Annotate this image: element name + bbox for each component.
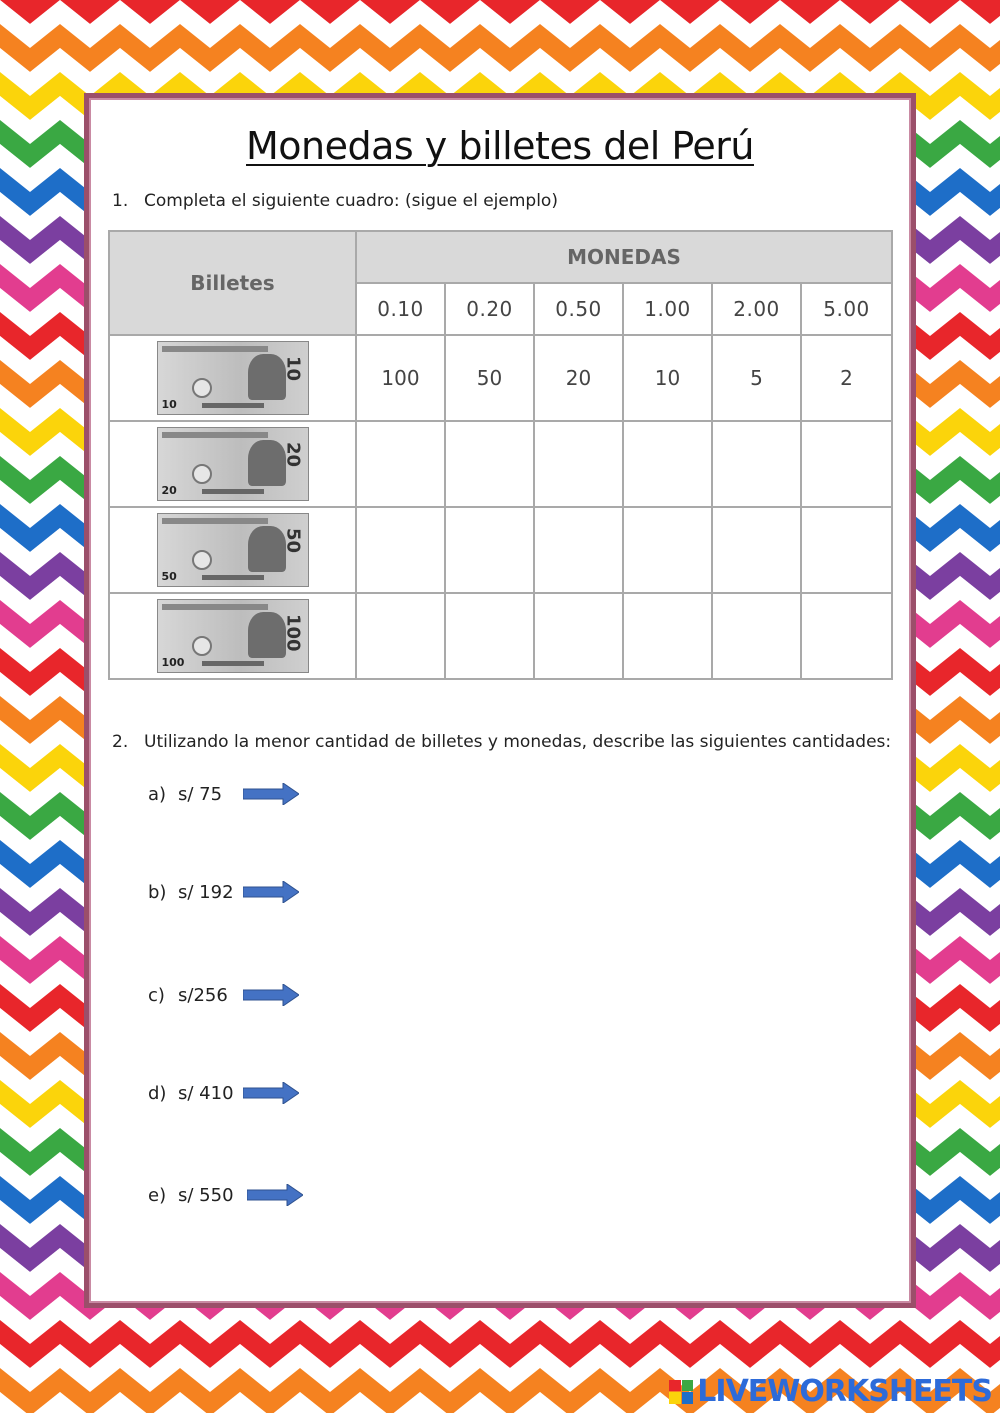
coin-value-cell: 1.00	[623, 283, 712, 335]
coins-bills-table	[108, 230, 893, 680]
amount-text: s/256	[178, 985, 228, 1006]
answer-cell[interactable]	[445, 507, 534, 593]
coin-value-cell: 2.00	[712, 283, 801, 335]
amount-item: c) s/256	[148, 985, 228, 1006]
amount-item: a) s/ 75	[148, 784, 223, 805]
answer-cell[interactable]	[534, 593, 623, 679]
amount-text: s/ 550	[178, 1185, 234, 1206]
example-value-cell: 20	[534, 335, 623, 421]
bill-image-cell	[109, 421, 356, 507]
answer-cell[interactable]	[623, 507, 712, 593]
question-2: 2. Utilizando la menor cantidad de billetes y monedas, describe las siguientes cantidades:	[112, 732, 892, 752]
answer-cell[interactable]	[356, 421, 445, 507]
coin-value-cell: 0.20	[445, 283, 534, 335]
answer-cell[interactable]	[623, 593, 712, 679]
amount-item: e) s/ 550	[148, 1185, 234, 1206]
answer-cell[interactable]	[445, 421, 534, 507]
amount-item: b) s/ 192	[148, 882, 234, 903]
answer-cell[interactable]	[623, 421, 712, 507]
bills-header: Billetes	[109, 231, 356, 335]
banknote-icon: 20 20	[157, 427, 309, 501]
arrow-right-icon	[247, 1184, 303, 1206]
banknote-icon: 100 100	[157, 599, 309, 673]
answer-cell[interactable]	[356, 507, 445, 593]
bill-row	[109, 593, 892, 679]
bill-row	[109, 421, 892, 507]
banknote-icon: 10 10	[157, 341, 309, 415]
answer-cell[interactable]	[801, 593, 892, 679]
arrow-right-icon	[243, 783, 299, 805]
example-value-cell: 2	[801, 335, 892, 421]
answer-cell[interactable]	[356, 593, 445, 679]
example-value-cell: 5	[712, 335, 801, 421]
answer-cell[interactable]	[712, 421, 801, 507]
liveworksheets-watermark: LIVEWORKSHEETS	[669, 1374, 992, 1409]
amount-text: s/ 410	[178, 1083, 234, 1104]
bill-image-cell	[109, 593, 356, 679]
question-1: 1. Completa el siguiente cuadro: (sigue el ejemplo)	[112, 191, 558, 211]
answer-cell[interactable]	[712, 593, 801, 679]
liveworksheets-logo-icon	[669, 1380, 693, 1404]
coin-value-cell: 0.50	[534, 283, 623, 335]
bill-row	[109, 507, 892, 593]
arrow-right-icon	[243, 1082, 299, 1104]
answer-cell[interactable]	[801, 421, 892, 507]
coin-value-cell: 0.10	[356, 283, 445, 335]
answer-cell[interactable]	[712, 507, 801, 593]
answer-cell[interactable]	[445, 593, 534, 679]
example-value-cell: 50	[445, 335, 534, 421]
page-title: Monedas y billetes del Perú	[246, 124, 754, 168]
amount-text: s/ 192	[178, 882, 234, 903]
arrow-right-icon	[243, 984, 299, 1006]
bill-image-cell	[109, 507, 356, 593]
example-value-cell: 100	[356, 335, 445, 421]
banknote-icon: 50 50	[157, 513, 309, 587]
answer-cell[interactable]	[801, 507, 892, 593]
amount-text: s/ 75	[178, 784, 223, 805]
amount-item: d) s/ 410	[148, 1083, 234, 1104]
bill-row	[109, 335, 892, 421]
arrow-right-icon	[243, 881, 299, 903]
example-value-cell: 10	[623, 335, 712, 421]
answer-cell[interactable]	[534, 507, 623, 593]
answer-cell[interactable]	[534, 421, 623, 507]
bill-image-cell	[109, 335, 356, 421]
coin-value-cell: 5.00	[801, 283, 892, 335]
coins-header: MONEDAS	[356, 231, 892, 283]
